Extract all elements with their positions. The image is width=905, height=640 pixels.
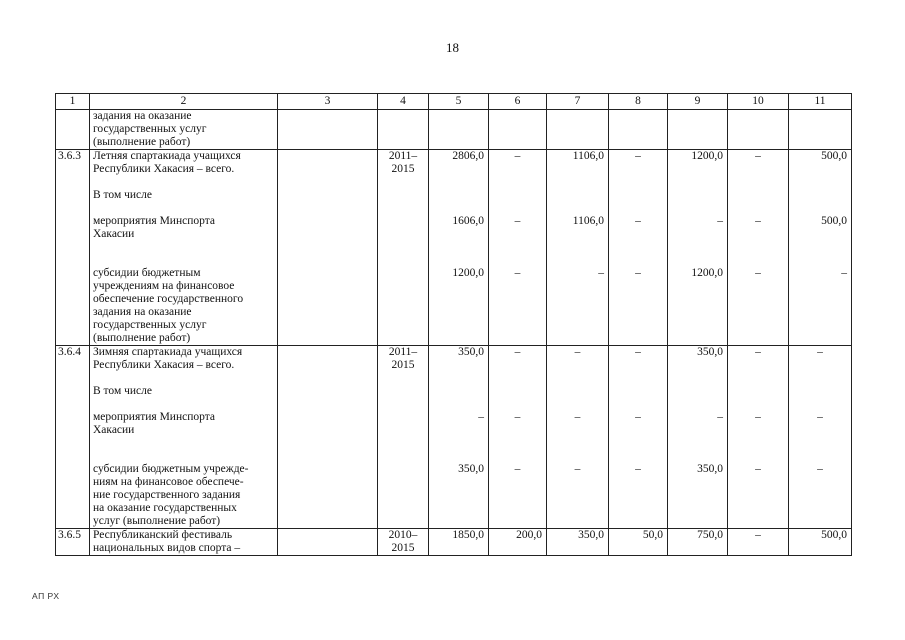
col-header: 5 <box>429 94 489 110</box>
cell <box>547 110 609 150</box>
cell: – – – <box>789 346 852 529</box>
table-row <box>56 110 852 150</box>
cell: – – – <box>728 346 789 529</box>
cell: 1850,0 <box>429 529 489 556</box>
cell <box>378 110 429 150</box>
cell: – – – <box>609 150 668 346</box>
cell: 1200,0 – 1200,0 <box>668 150 728 346</box>
col-header: 2 <box>90 94 278 110</box>
col-header: 4 <box>378 94 429 110</box>
col-header: 11 <box>789 94 852 110</box>
cell: 200,0 <box>489 529 547 556</box>
col-header: 8 <box>609 94 668 110</box>
cell: 350,0 – 350,0 <box>668 346 728 529</box>
cell-years: 2011– 2015 <box>378 346 429 529</box>
table-row <box>56 346 852 529</box>
cell: – <box>728 529 789 556</box>
col-header: 9 <box>668 94 728 110</box>
col-header: 1 <box>56 94 90 110</box>
cell: – – – <box>489 150 547 346</box>
row-number: 3.6.3 <box>56 150 90 346</box>
row-number <box>56 110 90 150</box>
cell: 350,0 – 350,0 <box>429 346 489 529</box>
cell <box>728 110 789 150</box>
table-row <box>56 150 852 346</box>
col-header: 3 <box>278 94 378 110</box>
cell: – – – <box>489 346 547 529</box>
col-header: 6 <box>489 94 547 110</box>
cell: – – – <box>728 150 789 346</box>
cell: 2806,0 1606,0 1200,0 <box>429 150 489 346</box>
page-number: 18 <box>446 40 459 55</box>
footer-stamp: АП РХ <box>32 591 60 601</box>
budget-table <box>55 93 852 556</box>
cell: 750,0 <box>668 529 728 556</box>
row-description: Зимняя спартакиада учащихся Республики Хакасия – всего. В том числе мероприятия Минспорта Хакасии субсидии бюджетным учрежде- ниям на финансовое обеспече- ние государственного задания на оказание государственных услуг (выполнение работ) <box>90 346 278 529</box>
cell-years: 2010– 2015 <box>378 529 429 556</box>
cell: 500,0 <box>789 529 852 556</box>
cell <box>668 110 728 150</box>
cell <box>278 150 378 346</box>
table-row <box>56 529 852 556</box>
col-header: 10 <box>728 94 789 110</box>
cell <box>278 110 378 150</box>
cell <box>278 529 378 556</box>
col-header: 7 <box>547 94 609 110</box>
row-number: 3.6.5 <box>56 529 90 556</box>
cell: 350,0 <box>547 529 609 556</box>
cell <box>789 110 852 150</box>
header-row <box>56 94 852 110</box>
row-description: Летняя спартакиада учащихся Республики Хакасия – всего. В том числе мероприятия Минспорта Хакасии субсидии бюджетным учреждениям на финансовое обеспечение государственного задания на оказание государственных услуг (выполнение работ) <box>90 150 278 346</box>
cell: 500,0 500,0 – <box>789 150 852 346</box>
cell <box>429 110 489 150</box>
cell <box>489 110 547 150</box>
cell: 1106,0 1106,0 – <box>547 150 609 346</box>
cell <box>278 346 378 529</box>
cell <box>609 110 668 150</box>
row-number: 3.6.4 <box>56 346 90 529</box>
row-description: задания на оказание государственных услуг (выполнение работ) <box>90 110 278 150</box>
cell: 50,0 <box>609 529 668 556</box>
row-description: Республиканский фестиваль национальных видов спорта – <box>90 529 278 556</box>
cell: – – – <box>609 346 668 529</box>
cell-years: 2011– 2015 <box>378 150 429 346</box>
cell: – – – <box>547 346 609 529</box>
